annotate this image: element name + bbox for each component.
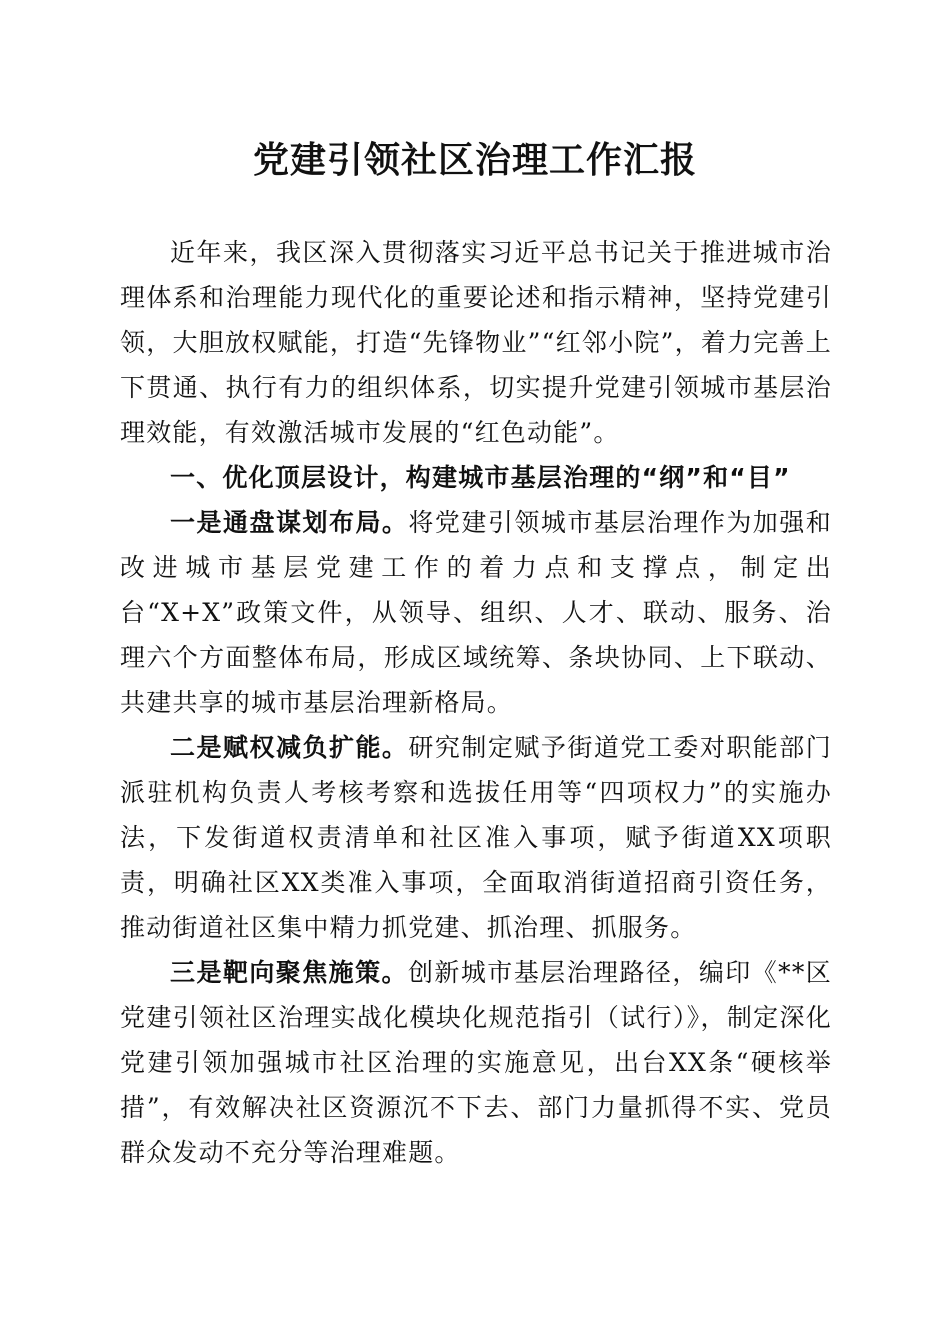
paragraph-text: 创新城市基层治理路径，编印《**区党建引领社区治理实战化模块化规范指引（试行）》，制定深化党建引领加强城市社区治理的实施意见，出台XX条“硬核举措”，有效解决社区资源沉不下去、部门力量抓得不实、党员群众发动不充分等治理难题。: [120, 958, 832, 1167]
section-heading: 一、优化顶层设计，构建城市基层治理的“纲”和“目”: [170, 463, 791, 492]
paragraph-lead: 二是赋权减负扩能。: [170, 733, 409, 762]
paragraph-lead: 三是靶向聚焦施策。: [170, 958, 408, 987]
paragraph-item-3: [120, 950, 832, 1175]
intro-paragraph: 近年来，我区深入贯彻落实习近平总书记关于推进城市治理体系和治理能力现代化的重要论述和指示精神，坚持党建引领，大胆放权赋能，打造“先锋物业”“红邻小院”，着力完善上下贯通、执行有力的组织体系，切实提升党建引领城市基层治理效能，有效激活城市发展的“红色动能”。: [120, 238, 832, 447]
paragraph-item-1: [120, 500, 832, 725]
paragraph-text: 将党建引领城市基层治理作为加强和改进城市基层党建工作的着力点和支撑点，制定出台“X+X”政策文件，从领导、组织、人才、联动、服务、治理六个方面整体布局，形成区域统筹、条块协同、上下联动、共建共享的城市基层治理新格局。: [120, 508, 832, 717]
document-title: 党建引领社区治理工作汇报: [252, 139, 697, 181]
paragraph-text: 研究制定赋予街道党工委对职能部门派驻机构负责人考核考察和选拔任用等“四项权力”的实施办法，下发街道权责清单和社区准入事项，赋予街道XX项职责，明确社区XX类准入事项，全面取消街道招商引资任务，推动街道社区集中精力抓党建、抓治理、抓服务。: [120, 733, 832, 942]
paragraph-item-2: [120, 725, 832, 950]
document-body: [120, 230, 832, 1175]
paragraph-lead: 一是通盘谋划布局。: [170, 508, 409, 537]
